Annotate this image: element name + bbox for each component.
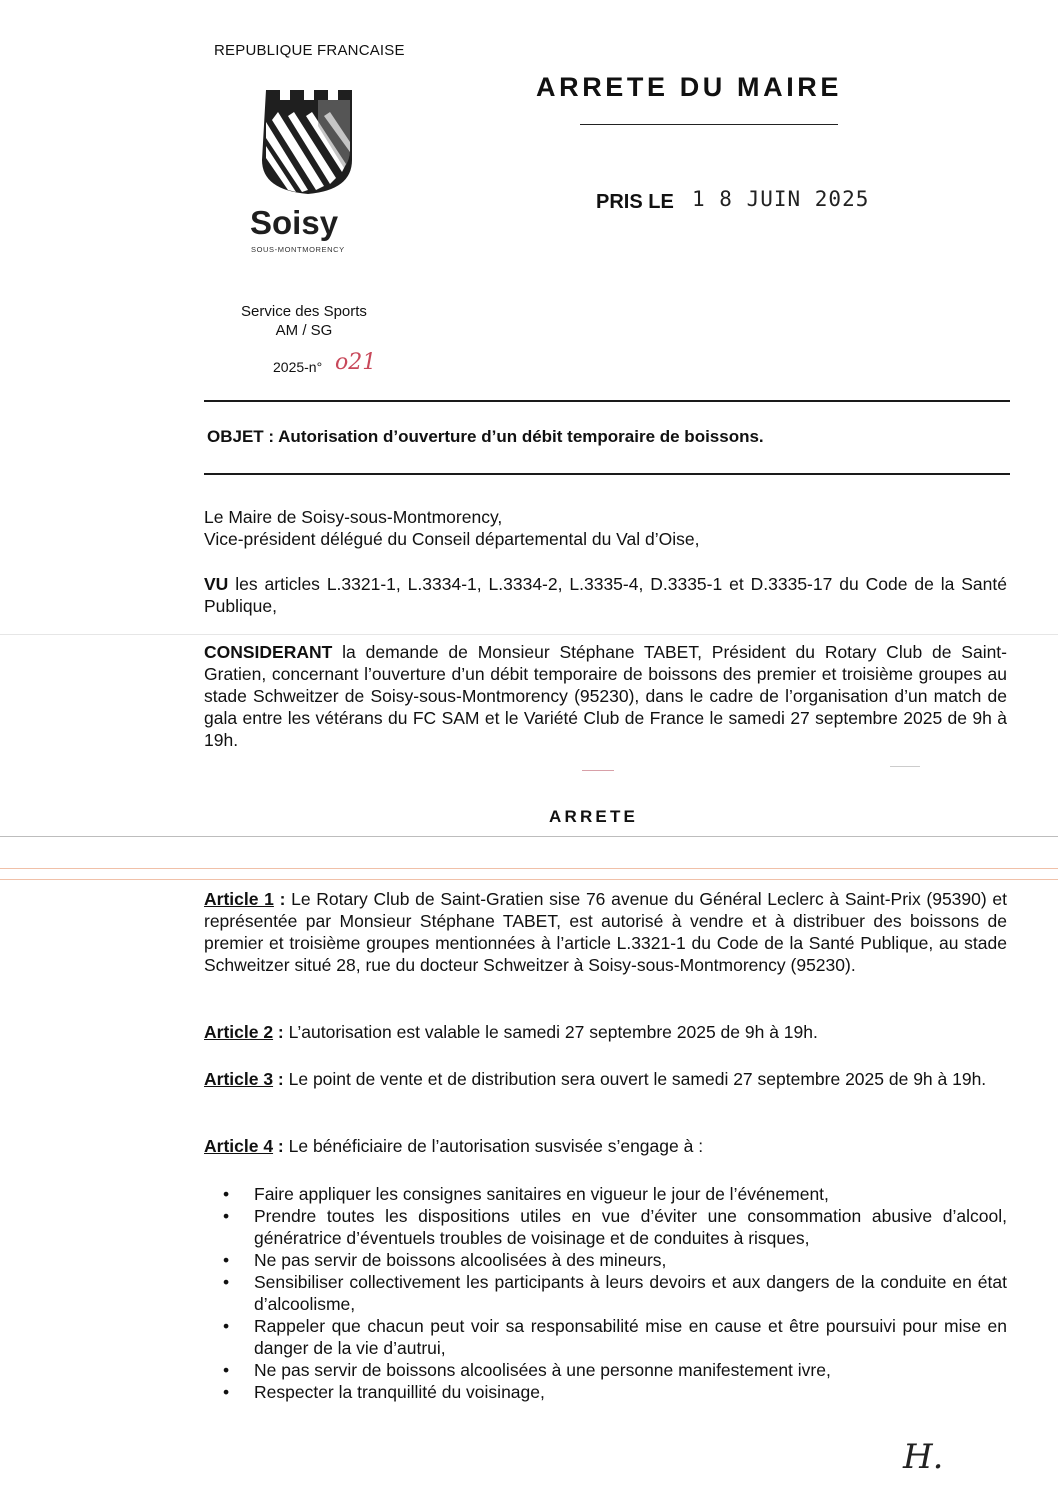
list-item — [204, 1249, 1007, 1271]
bullet-icon: • — [223, 1272, 230, 1292]
list-item-text: Respecter la tranquillité du voisinage, — [254, 1382, 545, 1402]
bullet-icon: • — [223, 1184, 230, 1204]
article-1-sep: : — [273, 889, 292, 909]
considerant-paragraph — [204, 641, 1007, 751]
bullet-icon: • — [223, 1250, 230, 1270]
considerant-text: la demande de Monsieur Stéphane TABET, Président du Rotary Club de Saint-Gratien, concernant l’ouverture d’un débit temporaire de boissons des premier et troisième groupes au stade Schweitzer de Soisy-sous-Montmorency (95230), dans le cadre de l’organisation d’un match de gala entre les vétérans du FC SAM et le Variété Club de France le samedi 27 septembre 2025 de 9h à 19h. — [204, 642, 1007, 750]
list-item-text: Ne pas servir de boissons alcoolisées à des mineurs, — [254, 1250, 667, 1270]
vu-paragraph — [204, 573, 1007, 617]
list-item — [204, 1359, 1007, 1381]
article-3-label: Article 3 — [204, 1069, 274, 1089]
scan-artifact-line — [0, 836, 1058, 837]
list-item — [204, 1315, 1007, 1359]
page-title: ARRETE DU MAIRE — [536, 72, 843, 102]
list-item-text: Sensibiliser collectivement les participants à leurs devoirs et aux dangers de la conduite en état d’alcoolisme, — [254, 1272, 1007, 1314]
arrete-heading: ARRETE — [549, 807, 639, 826]
article-2-text: L’autorisation est valable le samedi 27 septembre 2025 de 9h à 19h. — [288, 1022, 818, 1042]
maire-line-2: Vice-président délégué du Conseil départemental du Val d’Oise, — [204, 529, 700, 549]
article-2 — [204, 1021, 1007, 1043]
service-name: Service des Sports — [241, 303, 367, 320]
article-4-sep: : — [273, 1136, 289, 1156]
bullet-icon: • — [223, 1316, 230, 1336]
objet-label: OBJET : — [207, 427, 279, 446]
list-item-text: Ne pas servir de boissons alcoolisées à une personne manifestement ivre, — [254, 1360, 831, 1380]
scan-artifact-line — [0, 634, 1058, 635]
republique-francaise-label: REPUBLIQUE FRANCAISE — [214, 42, 405, 59]
bullet-icon: • — [223, 1360, 230, 1380]
objet-line — [207, 427, 764, 447]
soisy-logo-icon — [258, 86, 358, 196]
logo-subtitle: SOUS-MONTMORENCY — [251, 245, 345, 254]
article-4-label: Article 4 — [204, 1136, 274, 1156]
service-block — [237, 302, 371, 340]
considerant-label: CONSIDERANT — [204, 642, 333, 662]
bullet-icon: • — [223, 1206, 230, 1226]
objet-text: Autorisation d’ouverture d’un débit temporaire de boissons. — [278, 427, 764, 446]
article-3-sep: : — [273, 1069, 289, 1089]
list-item — [204, 1271, 1007, 1315]
article-4-obligations-list — [204, 1183, 1007, 1403]
list-item — [204, 1183, 1007, 1205]
title-underline — [580, 124, 838, 125]
list-item-text: Prendre toutes les dispositions utiles en vue d’éviter une consommation abusive d’alcool, génératrice d’éventuels troubles de voisinage et de conduites à risques, — [254, 1206, 1007, 1248]
scan-mark — [582, 770, 614, 771]
article-3-text: Le point de vente et de distribution sera ouvert le samedi 27 septembre 2025 de 9h à 19h. — [288, 1069, 987, 1089]
pris-le-label: PRIS LE — [596, 191, 674, 213]
article-4-text: Le bénéficiaire de l’autorisation susvisée s’engage à : — [288, 1136, 704, 1156]
arrete-number-label: 2025-n° — [273, 359, 323, 375]
bullet-icon: • — [223, 1382, 230, 1402]
vu-label: VU — [204, 574, 229, 594]
article-2-label: Article 2 — [204, 1022, 274, 1042]
scan-mark — [890, 766, 920, 767]
date-stamp: 1 8 JUIN 2025 — [692, 187, 870, 211]
article-4 — [204, 1135, 1007, 1157]
logo-wordmark: Soisy — [250, 204, 339, 241]
vu-text: les articles L.3321-1, L.3334-1, L.3334-2, L.3335-4, D.3335-1 et D.3335-17 du Code de la Santé Publique, — [204, 574, 1007, 616]
arrete-number-handwritten: o21 — [335, 350, 377, 375]
article-1-text: Le Rotary Club de Saint-Gratien sise 76 avenue du Général Leclerc à Saint-Prix (95390) et représentée par Monsieur Stéphane TABET, est autorisé à vendre et à distribuer des boissons de premier et troisième groupes mentionnées à l’article L.3321-1 du Code de la Santé Publique, au stade Schweitzer situé 28, rue du docteur Schweitzer à Soisy-sous-Montmorency (95230). — [204, 889, 1007, 975]
scan-artifact-line — [0, 868, 1058, 869]
scan-artifact-line — [0, 879, 1058, 880]
service-initials: AM / SG — [275, 322, 333, 339]
list-item-text: Faire appliquer les consignes sanitaires en vigueur le jour de l’événement, — [254, 1184, 829, 1204]
list-item — [204, 1205, 1007, 1249]
divider-bottom — [204, 473, 1010, 475]
article-1-label: Article 1 — [204, 889, 274, 909]
article-1 — [204, 888, 1007, 976]
maire-line-1: Le Maire de Soisy-sous-Montmorency, — [204, 507, 503, 527]
list-item — [204, 1381, 1007, 1403]
list-item-text: Rappeler que chacun peut voir sa responsabilité mise en cause et être poursuivi pour mise en danger de la vie d’autrui, — [254, 1316, 1007, 1358]
handwritten-initials: H. — [903, 1437, 944, 1477]
divider-top — [204, 400, 1010, 402]
article-2-sep: : — [273, 1022, 289, 1042]
maire-block — [204, 506, 1007, 550]
article-3 — [204, 1068, 1007, 1090]
